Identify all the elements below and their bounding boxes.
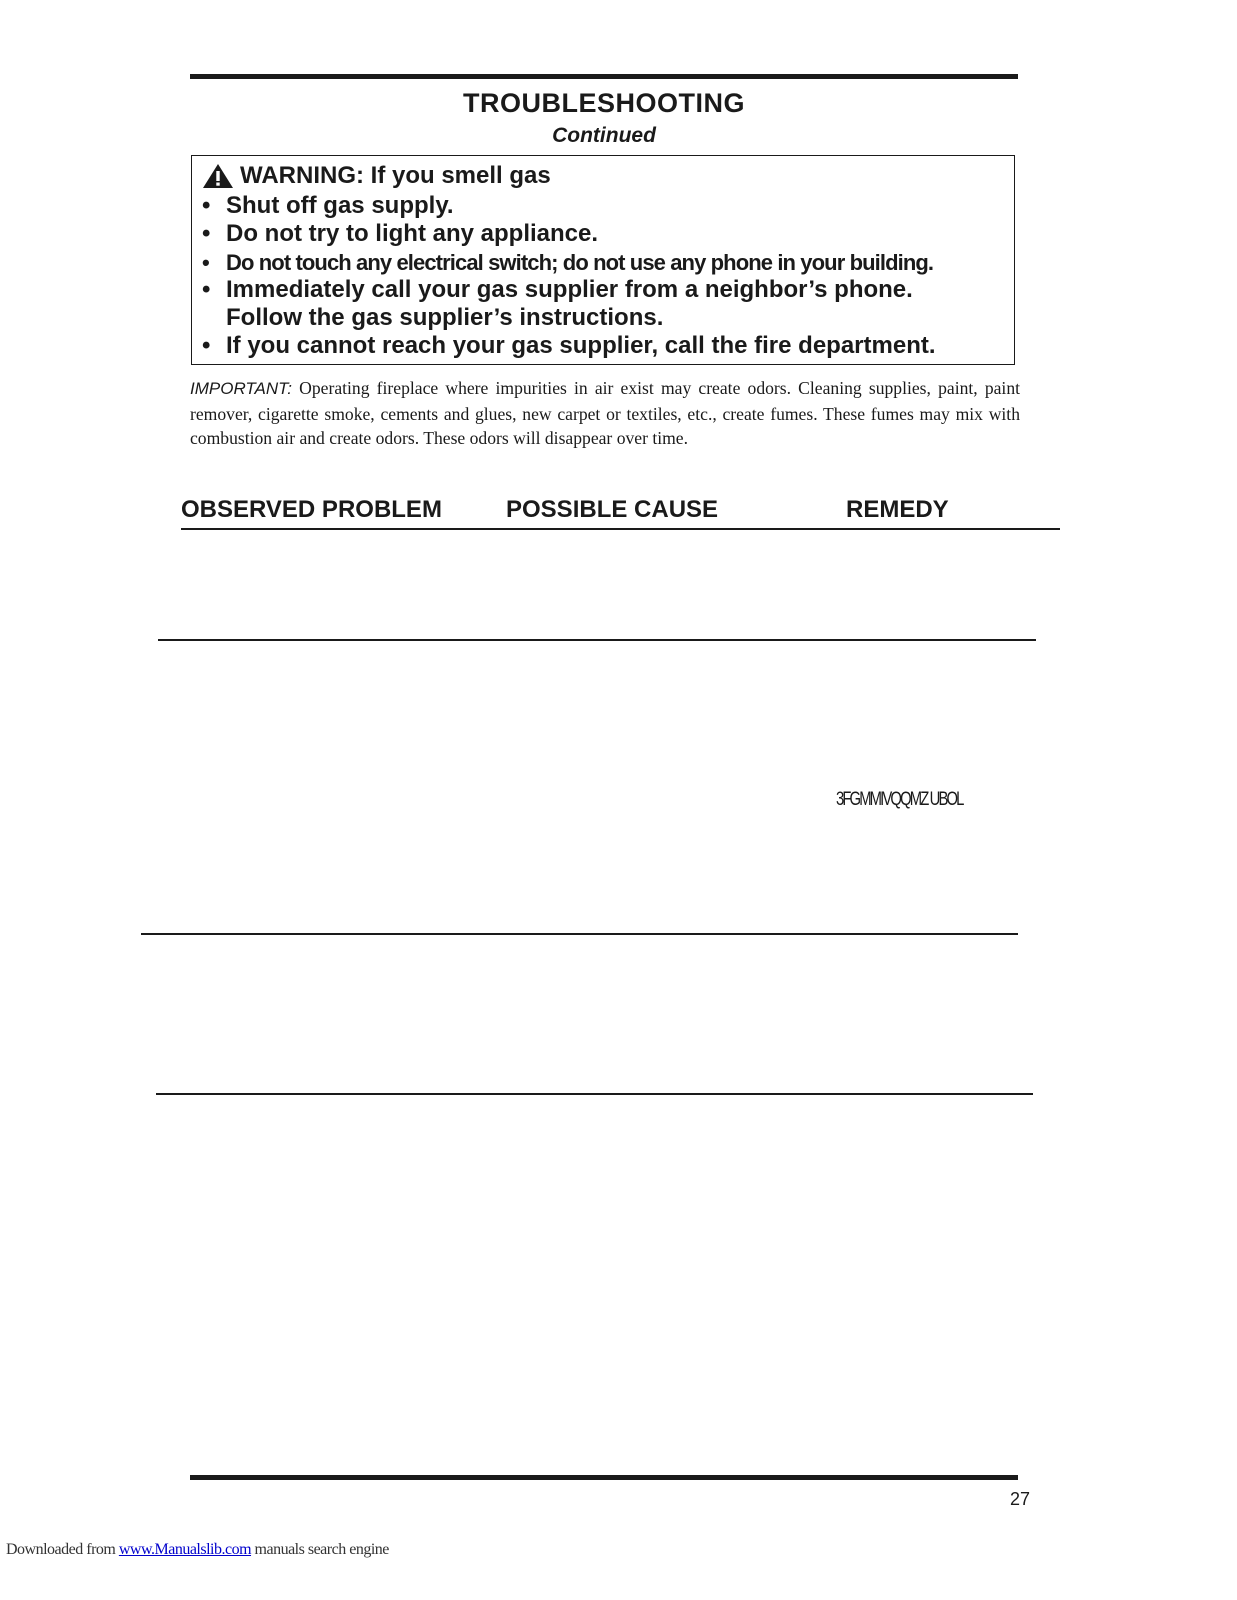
warning-heading <box>202 162 551 190</box>
table-row-divider <box>156 1093 1033 1095</box>
warning-item <box>202 250 933 276</box>
important-note <box>190 376 1020 451</box>
warning-triangle-icon <box>202 163 234 189</box>
warning-item <box>202 192 454 220</box>
column-header-remedy: REMEDY <box>846 496 949 523</box>
page-title: TROUBLESHOOTING <box>463 88 745 118</box>
warning-item-continuation: Follow the gas supplier’s instructions. <box>226 304 664 331</box>
warning-item <box>202 220 598 248</box>
page-number: 27 <box>1010 1489 1031 1509</box>
top-rule <box>190 74 1018 79</box>
gas-warning-box <box>191 155 1015 365</box>
warning-item-text: Immediately call your gas supplier from a neighbor’s phone. <box>226 276 913 303</box>
footer-prefix: Downloaded from <box>6 1541 119 1558</box>
column-header-observed-problem: OBSERVED PROBLEM <box>181 496 442 523</box>
garbled-remedy-text: 3FGMMIVQQMZ UBOL <box>836 789 963 810</box>
download-footer <box>6 1541 389 1559</box>
warning-heading-text: WARNING: If you smell gas <box>240 162 551 189</box>
warning-item <box>202 276 913 304</box>
bullet: • <box>202 220 211 247</box>
bullet: • <box>202 250 210 275</box>
warning-item <box>202 332 936 360</box>
bullet: • <box>202 276 211 303</box>
footer-suffix: manuals search engine <box>251 1541 389 1558</box>
bullet: • <box>202 332 211 359</box>
page-subtitle: Continued <box>552 124 656 147</box>
important-text: Operating fireplace where impurities in air exist may create odors. Cleaning supplies, paint, paint remover, cigarette smoke, cements and glues, new carpet or textiles, etc., create fumes. These fumes may mix with combustion air and create odors. These odors will disappear over time. <box>190 378 1021 448</box>
bullet: • <box>202 192 211 219</box>
warning-item-text: Do not touch any electrical switch; do not use any phone in your building. <box>226 250 934 275</box>
table-row-divider <box>141 933 1018 935</box>
important-lead: IMPORTANT: <box>190 379 292 398</box>
bottom-rule <box>190 1475 1018 1480</box>
table-row-divider <box>158 639 1036 641</box>
warning-item-text: Shut off gas supply. <box>226 192 454 219</box>
table-header-rule <box>181 528 1060 530</box>
warning-item-text: If you cannot reach your gas supplier, call the fire department. <box>226 332 936 359</box>
warning-item-text: Do not try to light any appliance. <box>226 220 599 247</box>
manualslib-link[interactable]: www.Manualslib.com <box>118 1541 252 1558</box>
column-header-possible-cause: POSSIBLE CAUSE <box>506 496 719 523</box>
